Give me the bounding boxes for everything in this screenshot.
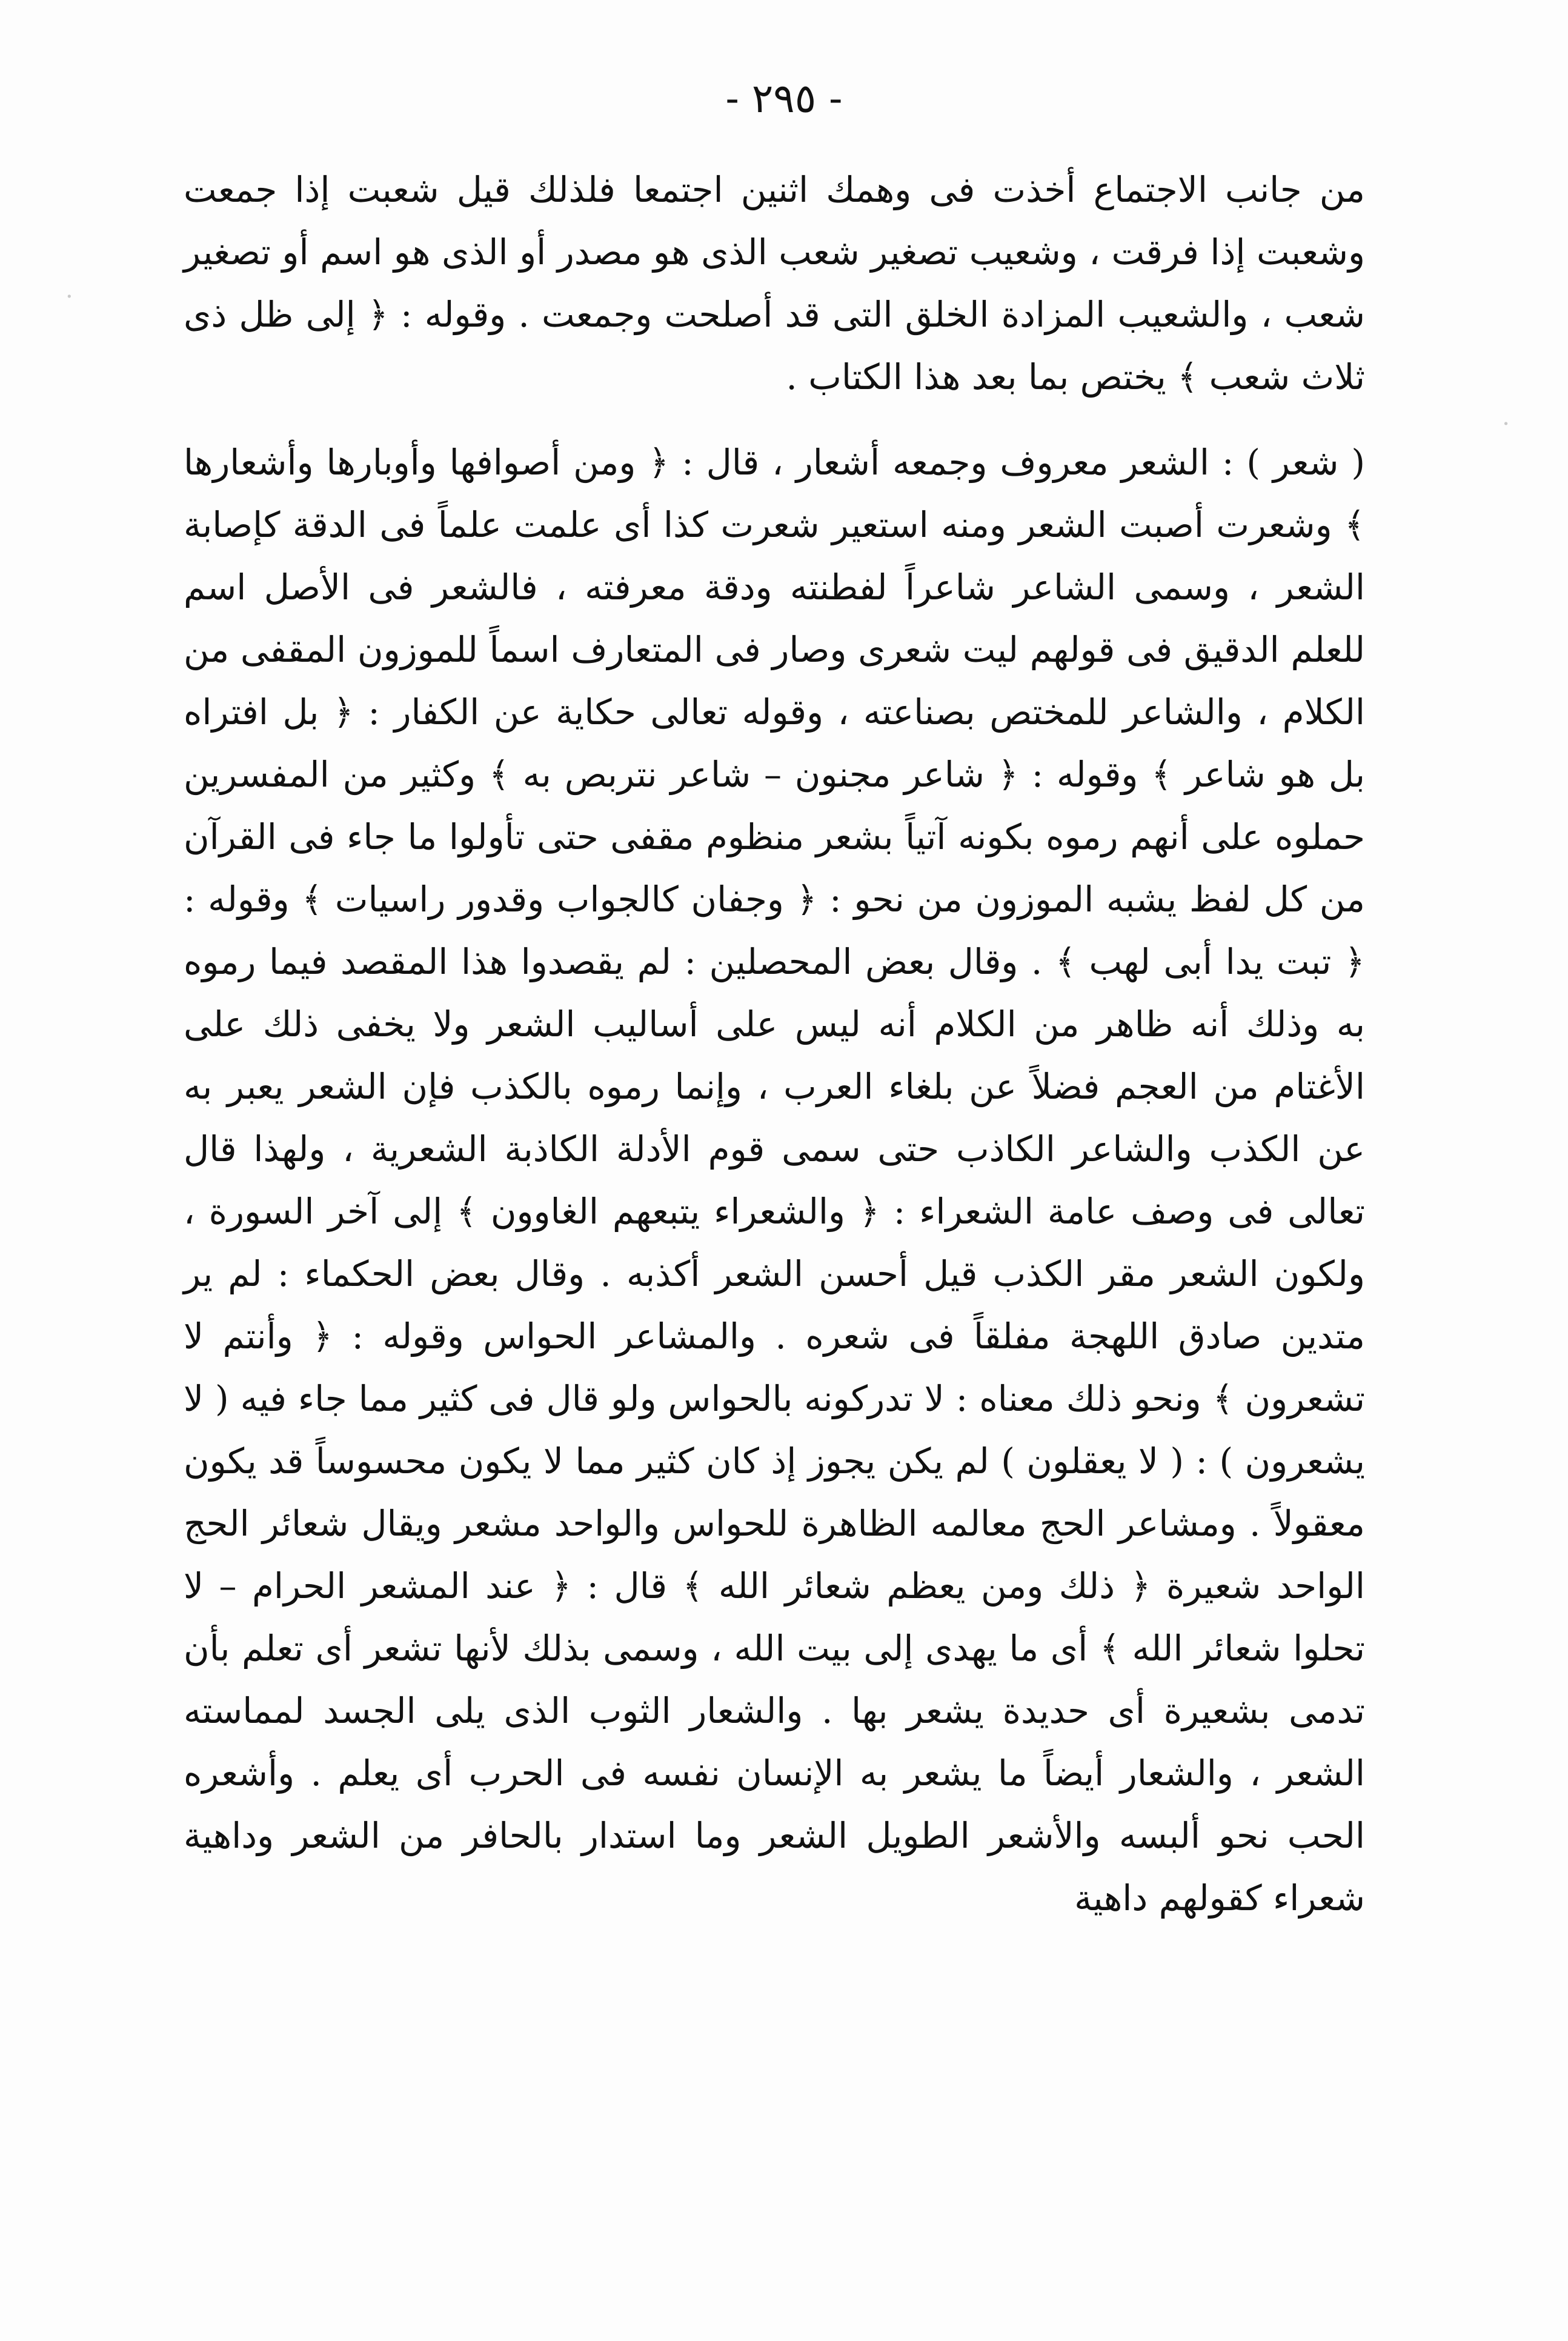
paragraph: ( شعر ) : الشعر معروف وجمعه أشعار ، قال : ﴿ ومن أصوافها وأوبارها وأشعارها ﴾ وشعرت أصبت الشعر ومنه استعير شعرت كذا أى علمت علماً فى الدقة كإصابة الشعر ، وسمى الشاعر شاعراً لفطنته ودقة معرفته ، فالشعر فى الأصل اسم للعلم الدقيق فى قولهم ليت شعرى وصار فى المتعارف اسماً للموزون المقفى من الكلام ، والشاعر للمختص بصناعته ، وقوله تعالى حكاية عن الكفار : ﴿ بل افتراه بل هو شاعر ﴾ وقوله : ﴿ شاعر مجنون – شاعر نتربص به ﴾ وكثير من المفسرين حملوه على أنهم رموه بكونه آتياً بشعر منظوم مقفى حتى تأولوا ما جاء فى القرآن من كل لفظ يشبه الموزون من نحو : ﴿ وجفان كالجواب وقدور راسيات ﴾ وقوله : ﴿ تبت يدا أبى لهب ﴾ . وقال بعض المحصلين : لم يقصدوا هذا المقصد فيما رموه به وذلك أنه ظاهر من الكلام أنه ليس على أساليب الشعر ولا يخفى ذلك على الأغتام من العجم فضلاً عن بلغاء العرب ، وإنما رموه بالكذب فإن الشعر يعبر به عن الكذب والشاعر الكاذب حتى سمى قوم الأدلة الكاذبة الشعرية ، ولهذا قال تعالى فى وصف عامة الشعراء : ﴿ والشعراء يتبعهم الغاوون ﴾ إلى آخر السورة ، ولكون الشعر مقر الكذب قيل أحسن الشعر أكذبه . وقال بعض الحكماء : لم ير متدين صادق اللهجة مفلقاً فى شعره . والمشاعر الحواس وقوله : ﴿ وأنتم لا تشعرون ﴾ ونحو ذلك معناه : لا تدركونه بالحواس ولو قال فى كثير مما جاء فيه ( لا يشعرون ) : ( لا يعقلون ) لم يكن يجوز إذ كان كثير مما لا يكون محسوساً قد يكون معقولاً . ومشاعر الحج معالمه الظاهرة للحواس والواحد مشعر ويقال شعائر الحج الواحد شعيرة ﴿ ذلك ومن يعظم شعائر الله ﴾ قال : ﴿ عند المشعر الحرام – لا تحلوا شعائر الله ﴾ أى ما يهدى إلى بيت الله ، وسمى بذلك لأنها تشعر أى تعلم بأن تدمى بشعيرة أى حديدة يشعر بها . والشعار الثوب الذى يلى الجسد لمماسته الشعر ، والشعار أيضاً ما يشعر به الإنسان نفسه فى الحرب أى يعلم . وأشعره الحب نحو ألبسه والأشعر الطويل الشعر وما استدار بالحافر من الشعر وداهية شعراء كقولهم داهية — [184, 442, 1365, 1919]
scan-speck-left: · — [65, 283, 73, 311]
scan-speck-right: · — [1502, 410, 1510, 438]
page-number: - ٢٩٥ - — [725, 75, 843, 122]
paragraph-block-2 — [184, 431, 1365, 1930]
paragraph-block-1 — [184, 159, 1365, 408]
paragraph: من جانب الاجتماع أخذت فى وهمك اثنين اجتمعا فلذلك قيل شعبت إذا جمعت وشعبت إذا فرقت ، وشعيب تصغير شعب الذى هو مصدر أو الذى هو اسم أو تصغير شعب ، والشعيب المزادة الخلق التى قد أصلحت وجمعت . وقوله : ﴿ إلى ظل ذى ثلاث شعب ﴾ يختص بما بعد هذا الكتاب . — [184, 169, 1365, 398]
